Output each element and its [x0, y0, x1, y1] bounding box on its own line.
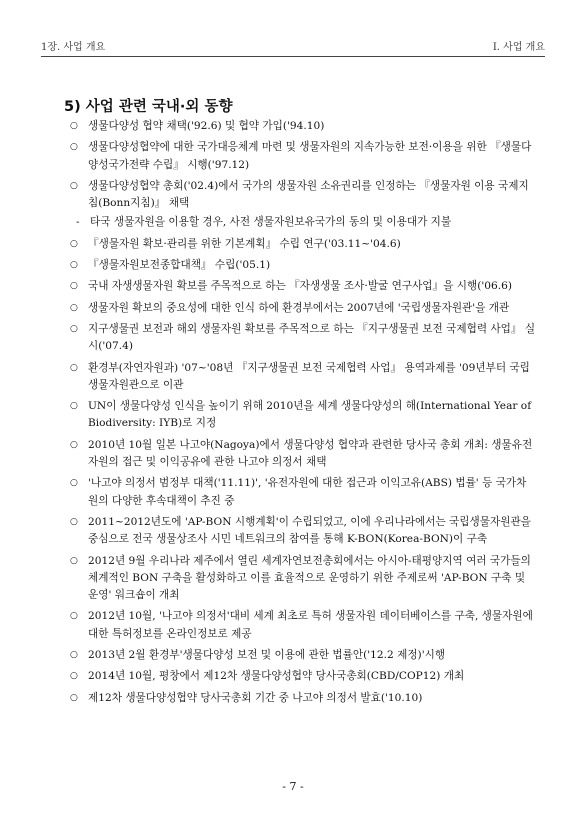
- header-divider: [41, 56, 545, 57]
- list-item-text: 국내 자생생물자원 확보를 주목적으로 하는 『자생생물 조사·발굴 연구사업』을 시행('06.6): [88, 280, 512, 293]
- list-item: [70, 398, 536, 433]
- list-item: [70, 236, 536, 253]
- list-item-text: 생물자원 확보의 중요성에 대한 인식 하에 환경부에서는 2007년에 '국립생물자원관'을 개관: [88, 301, 510, 314]
- list-item: [70, 475, 536, 510]
- circle-bullet-icon: ○: [70, 478, 78, 489]
- circle-bullet-icon: ○: [70, 516, 78, 527]
- circle-bullet-icon: ○: [70, 555, 78, 566]
- list-item: [70, 690, 536, 707]
- circle-bullet-icon: ○: [70, 238, 78, 249]
- list-item-text: 2012년 10월, '나고야 의정서'대비 세계 최초로 특허 생물자원 데이터베이스를 구축, 생물자원에 대한 특허정보를 온라인정보로 제공: [88, 610, 533, 640]
- list-item-text: 『생물자원 확보·관리를 위한 기본계획』 수립 연구('03.11~'04.6): [88, 237, 401, 250]
- circle-bullet-icon: ○: [70, 692, 78, 703]
- list-item: [70, 553, 536, 605]
- list-item-text: 타국 생물자원을 이용할 경우, 사전 생물자원보유국가의 동의 및 이용대가 지불: [90, 216, 452, 229]
- circle-bullet-icon: ○: [70, 611, 78, 622]
- list-item: [70, 178, 536, 213]
- circle-bullet-icon: ○: [70, 650, 78, 661]
- circle-bullet-icon: ○: [70, 260, 78, 271]
- list-item-text: 2013년 2월 환경부'생물다양성 보전 및 이용에 관한 법률안('12.2 제정)'시행: [88, 649, 446, 662]
- list-item: [70, 278, 536, 295]
- circle-bullet-icon: ○: [70, 180, 78, 191]
- chapter-label: 1장. 사업 개요: [41, 42, 106, 53]
- list-item-text: 『생물자원보전종합대책』 수립('05.1): [88, 259, 271, 272]
- list-item-text: 2011~2012년도에 'AP-BON 시행계획'이 수립되었고, 이에 우리나라에서는 국립생물자원관을 중심으로 전국 생물상조사 시민 네트워크의 참여를 통해 K-BON(Korea-BON)이 구축: [88, 515, 531, 546]
- list-item-text: 생물다양성 협약 채택('92.6) 및 협약 가입('94.10): [88, 120, 325, 132]
- list-item: [70, 647, 536, 664]
- list-item-text: 생물다양성협약 총회('02.4)에서 국가의 생물자원 소유권리를 인정하는 『생물자원 이용 국제지침(Bonn지침)』 채택: [88, 179, 529, 210]
- trend-list: [70, 118, 536, 711]
- list-item: [70, 139, 536, 174]
- circle-bullet-icon: ○: [70, 671, 78, 682]
- list-item-text: 2012년 9월 우리나라 제주에서 열린 세계자연보전총회에서는 아시아-태평양지역 여러 국가들의 체계적인 BON 구축을 활성화하고 이를 효율적으로 운영하기 위한 주제로써 'AP-BON 구축 및 운영' 워크숍이 개최: [88, 554, 531, 602]
- list-item: [70, 668, 536, 685]
- list-item: [70, 437, 536, 472]
- section-label: Ⅰ. 사업 개요: [492, 42, 545, 53]
- circle-bullet-icon: ○: [70, 323, 78, 334]
- list-item: [70, 360, 536, 395]
- circle-bullet-icon: ○: [70, 281, 78, 292]
- page-number: - 7 -: [282, 780, 304, 793]
- circle-bullet-icon: ○: [70, 439, 78, 450]
- list-item: [70, 300, 536, 317]
- list-item-text: 제12차 생물다양성협약 당사국총회 기간 중 나고야 의정서 발효('10.10): [88, 691, 423, 704]
- list-item-text: 2010년 10월 일본 나고야(Nagoya)에서 생물다양성 협약과 관련한 당사국 총회 개최: 생물유전자원의 접근 및 이익공유에 관한 나고야 의정서 채택: [88, 438, 533, 469]
- list-item-text: 지구생물권 보전과 해외 생물자원 확보를 주목적으로 하는 『지구생물권 보전 국제협력 사업』 실시('07.4): [88, 322, 536, 353]
- page-header: [41, 38, 545, 54]
- list-item: [76, 214, 536, 231]
- list-item-text: 2014년 10월, 평창에서 제12차 생물다양성협약 당사국총회(CBD/COP12) 개최: [88, 670, 465, 683]
- circle-bullet-icon: ○: [70, 121, 78, 131]
- list-item: [70, 257, 536, 274]
- circle-bullet-icon: ○: [70, 401, 78, 412]
- list-item-text: 생물다양성협약에 대한 국가대응체계 마련 및 생물자원의 지속가능한 보전·이용을 위한 『생물다양성국가전략 수립』 시행('97.12): [88, 141, 532, 171]
- list-item: [70, 118, 536, 135]
- list-item: [70, 608, 536, 643]
- list-item: [70, 321, 536, 356]
- list-item: [70, 514, 536, 549]
- circle-bullet-icon: ○: [70, 362, 78, 373]
- dash-bullet: -: [76, 216, 80, 229]
- circle-bullet-icon: ○: [70, 142, 78, 153]
- circle-bullet-icon: ○: [70, 302, 78, 313]
- list-item-text: '나고야 의정서 범정부 대책('11.11)', '유전자원에 대한 접근과 이익고유(ABS) 법률' 등 국가차원의 다양한 후속대책이 추진 중: [88, 477, 527, 507]
- list-item-text: UN이 생물다양성 인식을 높이기 위해 2010년을 세계 생물다양성의 해(International Year of Biodiversity: IYB)로 지정: [88, 400, 532, 430]
- list-item-text: 환경부(자연자원과) '07~'08년 『지구생물권 보전 국제협력 사업』 용역과제를 '09년부터 국립생물자원관으로 이관: [88, 361, 530, 391]
- section-title: 5) 사업 관련 국내·외 동향: [64, 99, 233, 115]
